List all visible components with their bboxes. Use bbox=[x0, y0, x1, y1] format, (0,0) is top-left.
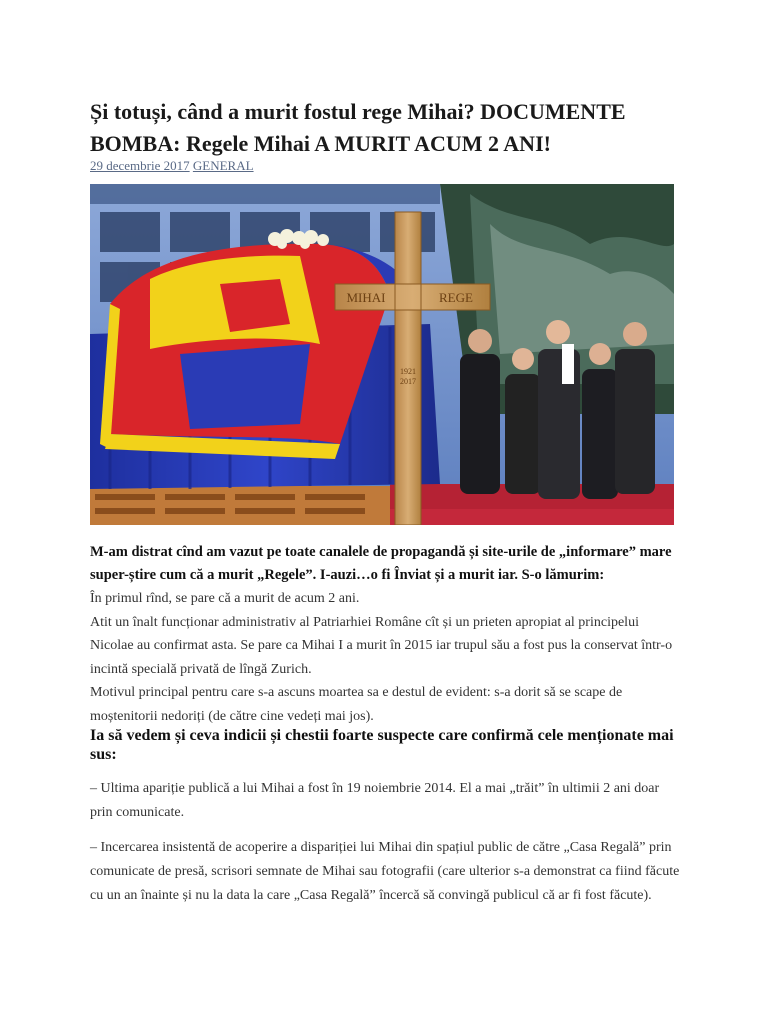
cross-years-bottom: 2017 bbox=[400, 377, 416, 386]
body-line: În primul rînd, se pare că a murit de acum 2 ani. bbox=[90, 591, 360, 606]
article-photo bbox=[90, 184, 674, 525]
cross-text-left: MIHAI bbox=[346, 290, 386, 305]
cross-text-right: REGE bbox=[439, 290, 473, 305]
article-body bbox=[90, 587, 680, 728]
cross-years-top: 1921 bbox=[400, 367, 416, 376]
article-title: Și totuși, când a murit fostul rege Mihai? DOCUMENTE BOMBA: Regele Mihai A MURIT ACUM 2 ANI! bbox=[90, 99, 626, 156]
article-category-link[interactable]: GENERAL bbox=[192, 158, 254, 173]
body-line: Motivul principal pentru care s-a ascuns moartea sa e destul de evident: s-a dorit să se scape de moștenitorii nedoriți (de către cine vedeți mai jos). bbox=[90, 685, 623, 724]
body-line: Atit un înalt funcționar administrativ al Patriarhiei Române cît și un prieten apropiat al principelui Nicolae au confirmat asta. Se pare ca Mihai I a murit în 2015 iar trupul său a fost pus la conservat într-o incintă specială privată de lîngă Zurich. bbox=[90, 614, 673, 677]
article-meta bbox=[90, 158, 254, 174]
evidence-paragraph: – Incercarea insistentă de acoperire a dispariției lui Mihai din spațiul public de către „Casa Regală” prin comunicate de presă, scrisori semnate de Mihai sau fotografii (care ulterior s-a demonstrat ca fiind făcute cu un an înainte și nu la data la care „Casa Regală” încercă să convingă publicul că ar fi fost făcute). bbox=[90, 840, 680, 903]
section-heading: Ia să vedem și ceva indicii și chestii foarte suspecte care confirmă cele menționate mai sus: bbox=[90, 727, 674, 763]
article-lead: M-am distrat cînd am vazut pe toate canalele de propagandă și site-urile de „informare” mare super-știre cum că a murit „Regele”. I-auzi…o fi Înviat și a murit iar. S-o lămurim: bbox=[90, 544, 672, 583]
article-date-link[interactable]: 29 decembrie 2017 bbox=[90, 158, 190, 173]
evidence-paragraph: – Ultima apariție publică a lui Mihai a fost în 19 noiembrie 2014. El a mai „trăit” în ultimii 2 ani doar prin comunicate. bbox=[90, 781, 660, 820]
